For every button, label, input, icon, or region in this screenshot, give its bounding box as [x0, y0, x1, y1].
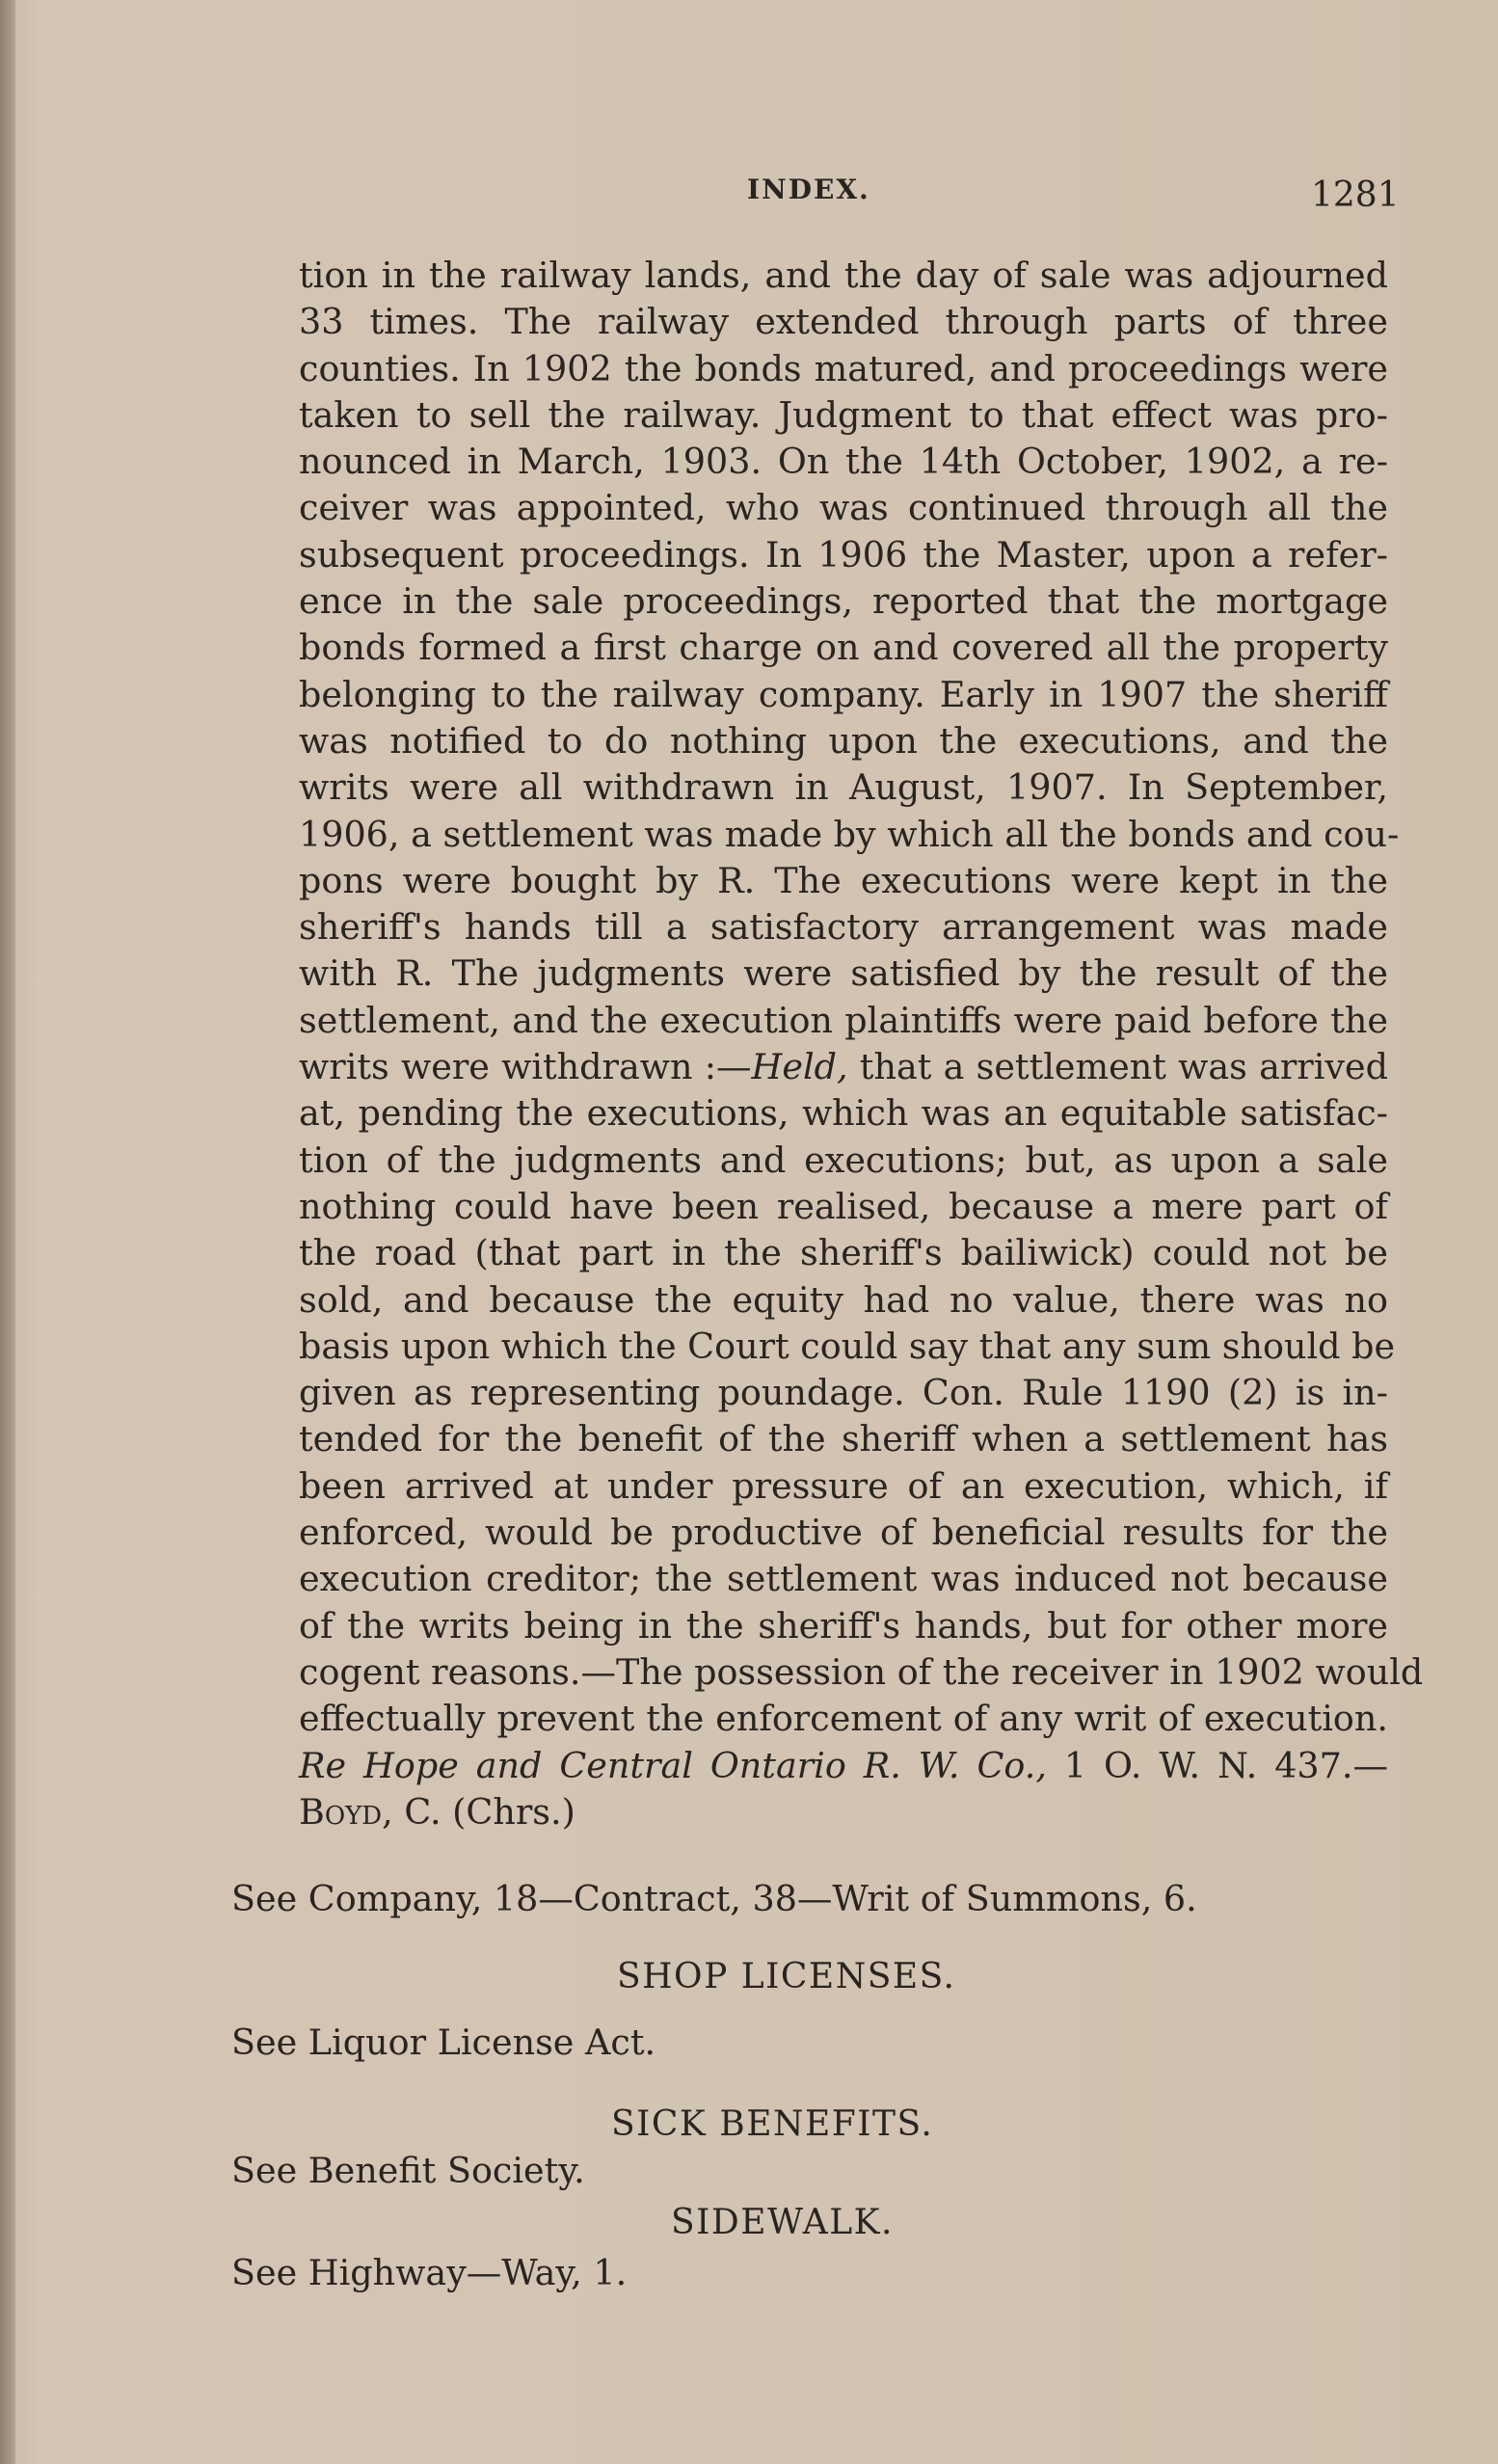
text-line: was notified to do nothing upon the executions, and the — [299, 719, 1388, 762]
text-line: subsequent proceedings. In 1906 the Master, upon a refer- — [299, 533, 1388, 576]
page-number: 1281 — [1311, 175, 1400, 215]
held-line — [299, 1044, 1388, 1090]
text-line: writs were all withdrawn in August, 1907. In September, — [299, 766, 1388, 809]
see-reference-shop-licenses: See Liquor License Act. — [231, 2022, 656, 2063]
text-line: counties. In 1902 the bonds matured, and proceedings were — [299, 347, 1388, 389]
text-line: pons were bought by R. The executions were kept in the — [299, 859, 1388, 901]
case-citation: 1 O. W. N. 437.— — [1046, 1744, 1388, 1786]
text-line: nothing could have been realised, because a mere part of — [299, 1185, 1388, 1227]
running-head: INDEX. — [747, 174, 870, 205]
text-line: effectually prevent the enforcement of any writ of execution. — [299, 1698, 1388, 1740]
text-line: sold, and because the equity had no value, there was no — [299, 1278, 1388, 1321]
see-also-reference: See Company, 18—Contract, 38—Writ of Summons, 6. — [231, 1878, 1197, 1919]
text-line: 33 times. The railway extended through parts of three — [299, 301, 1388, 343]
judge-line — [299, 1789, 1388, 1835]
text-line: been arrived at under pressure of an execution, which, if — [299, 1464, 1388, 1507]
held-word: Held, — [751, 1046, 848, 1088]
section-heading-sidewalk: SIDEWALK. — [671, 2203, 894, 2242]
held-line-prefix: writs were withdrawn :— — [299, 1046, 752, 1088]
see-reference-sidewalk: See Highway—Way, 1. — [231, 2252, 628, 2293]
text-line: bonds formed a first charge on and covered all the property — [299, 627, 1388, 669]
held-line-suffix: that a settlement was arrived — [847, 1046, 1388, 1088]
text-line: ceiver was appointed, who was continued through all the — [299, 487, 1388, 529]
text-line: at, pending the executions, which was an equitable satisfac- — [299, 1092, 1388, 1135]
case-citation-line — [299, 1743, 1388, 1789]
text-line: taken to sell the railway. Judgment to that effect was pro- — [299, 393, 1388, 436]
judge-name: Boyd, — [299, 1790, 393, 1833]
text-line: execution creditor; the settlement was induced not because — [299, 1558, 1388, 1600]
text-line: with R. The judgments were satisfied by the result of the — [299, 952, 1388, 995]
text-line: given as representing poundage. Con. Rule 1190 (2) is in- — [299, 1372, 1388, 1414]
judge-suffix: C. (Chrs.) — [392, 1790, 575, 1833]
see-reference-sick-benefits: See Benefit Society. — [231, 2150, 585, 2191]
text-line: tended for the benefit of the sheriff when a settlement has — [299, 1418, 1388, 1460]
index-entry-body — [299, 253, 1424, 1835]
section-heading-shop-licenses: SHOP LICENSES. — [617, 1957, 956, 1996]
text-line: enforced, would be productive of beneficial results for the — [299, 1512, 1388, 1554]
case-name: Re Hope and Central Ontario R. W. Co., — [299, 1744, 1047, 1786]
text-line: settlement, and the execution plaintiffs were paid before the — [299, 999, 1388, 1041]
book-binding-edge — [0, 0, 15, 2464]
text-line: the road (that part in the sheriff's bailiwick) could not be — [299, 1232, 1388, 1274]
section-heading-sick-benefits: SICK BENEFITS. — [611, 2104, 934, 2144]
text-line: ence in the sale proceedings, reported that the mortgage — [299, 580, 1388, 623]
text-line: of the writs being in the sheriff's hands, but for other more — [299, 1604, 1388, 1647]
text-line: nounced in March, 1903. On the 14th October, 1902, a re- — [299, 441, 1388, 483]
text-line: tion in the railway lands, and the day of sale was adjourned — [299, 254, 1388, 296]
text-line: tion of the judgments and executions; but, as upon a sale — [299, 1138, 1388, 1181]
text-line: 1906, a settlement was made by which all the bonds and cou- — [299, 813, 1400, 855]
text-line: sheriff's hands till a satisfactory arrangement was made — [299, 906, 1388, 949]
text-line: belonging to the railway company. Early in 1907 the sheriff — [299, 673, 1388, 715]
text-line: cogent reasons.—The possession of the receiver in 1902 would — [299, 1650, 1424, 1693]
text-line: basis upon which the Court could say that any sum should be — [299, 1325, 1396, 1367]
